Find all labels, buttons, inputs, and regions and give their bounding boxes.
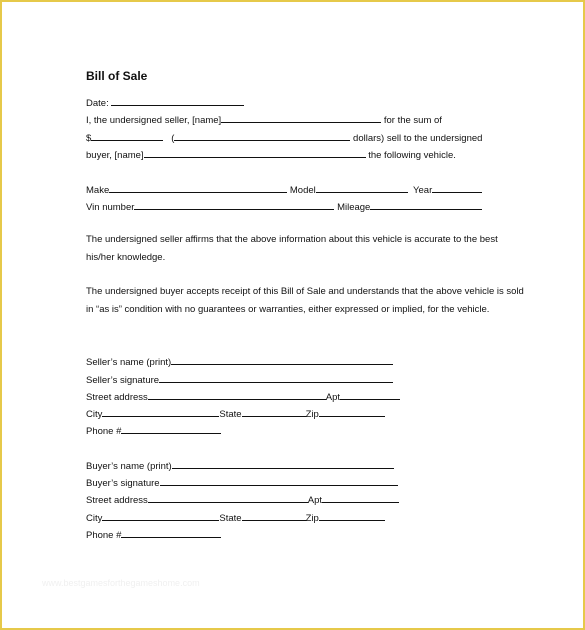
buyer-zip-label: Zip	[305, 513, 319, 524]
mileage-label: Mileage	[337, 202, 371, 213]
following-vehicle-text: the following vehicle.	[368, 150, 456, 161]
vin-field[interactable]	[134, 200, 334, 210]
amount-row	[86, 131, 482, 145]
buyer-city-label: City	[86, 513, 103, 524]
document-title: Bill of Sale	[86, 69, 148, 83]
buyer-acceptance-paragraph: The undersigned buyer accepts receipt of this Bill of Sale and understands that the above vehicle is sold in “as is” condition with no guarantees or warranties, either expressed or implied, for the vehicle.	[86, 286, 524, 315]
year-field[interactable]	[432, 183, 482, 193]
open-paren: (	[171, 133, 175, 144]
seller-signature-row	[86, 373, 393, 387]
buyer-signature-row	[86, 476, 398, 490]
sum-of-text: for the sum of	[383, 115, 442, 126]
buyer-print-name-label: Buyer’s name (print)	[86, 461, 172, 472]
seller-city-field[interactable]	[102, 407, 219, 417]
buyer-apt-label: Apt	[307, 495, 323, 506]
buyer-zip-field[interactable]	[319, 511, 385, 521]
buyer-street-field[interactable]	[148, 493, 308, 503]
seller-city-row	[86, 407, 385, 421]
seller-affirmation-paragraph: The undersigned seller affirms that the above information about this vehicle is accurate to the best his/her knowledge.	[86, 234, 498, 263]
seller-apt-label: Apt	[325, 392, 341, 403]
seller-street-label: Street address	[86, 392, 148, 403]
watermark-text: www.bestgamesforthegameshome.com	[42, 578, 200, 588]
buyer-phone-label: Phone #	[86, 530, 122, 541]
buyer-print-name-field[interactable]	[172, 459, 394, 469]
seller-phone-row	[86, 424, 221, 438]
date-label: Date:	[86, 98, 109, 109]
seller-phone-label: Phone #	[86, 426, 122, 437]
seller-state-field[interactable]	[242, 407, 306, 417]
seller-print-name-label: Seller’s name (print)	[86, 357, 172, 368]
seller-street-row	[86, 390, 400, 404]
buyer-sentence-row	[86, 148, 456, 162]
vehicle-vin-row	[86, 200, 482, 214]
seller-sentence-row	[86, 113, 442, 127]
buyer-street-label: Street address	[86, 495, 148, 506]
seller-name-row	[86, 355, 393, 369]
buyer-state-label: State	[219, 513, 242, 524]
buyer-name-row	[86, 459, 394, 473]
buyer-street-row	[86, 493, 399, 507]
buyer-apt-field[interactable]	[322, 493, 399, 503]
make-label: Make	[86, 185, 110, 196]
seller-zip-label: Zip	[305, 409, 319, 420]
vehicle-make-row	[86, 183, 482, 197]
seller-signature-label: Seller’s signature	[86, 375, 160, 386]
amount-number-field[interactable]	[91, 131, 163, 141]
mileage-field[interactable]	[370, 200, 482, 210]
buyer-signature-label: Buyer’s signature	[86, 478, 160, 489]
buyer-state-field[interactable]	[242, 511, 306, 521]
amount-words-field[interactable]	[174, 131, 350, 141]
seller-name-prefix: I, the undersigned seller, [name]	[86, 115, 222, 126]
seller-street-field[interactable]	[148, 390, 326, 400]
seller-state-label: State	[219, 409, 242, 420]
buyer-signature-field[interactable]	[160, 476, 398, 486]
date-row	[86, 96, 244, 110]
seller-city-label: City	[86, 409, 103, 420]
vin-label: Vin number	[86, 202, 135, 213]
buyer-name-prefix: buyer, [name]	[86, 150, 144, 161]
buyer-city-row	[86, 511, 385, 525]
seller-phone-field[interactable]	[121, 424, 221, 434]
buyer-phone-field[interactable]	[121, 528, 221, 538]
date-field[interactable]	[111, 96, 244, 106]
model-label: Model	[289, 185, 316, 196]
seller-name-field[interactable]	[221, 113, 381, 123]
seller-print-name-field[interactable]	[171, 355, 393, 365]
buyer-city-field[interactable]	[102, 511, 219, 521]
seller-zip-field[interactable]	[319, 407, 385, 417]
year-label: Year	[413, 185, 433, 196]
dollars-text: dollars) sell to the undersigned	[353, 133, 483, 144]
make-field[interactable]	[109, 183, 287, 193]
model-field[interactable]	[316, 183, 408, 193]
buyer-name-field[interactable]	[144, 148, 366, 158]
seller-apt-field[interactable]	[340, 390, 400, 400]
buyer-phone-row	[86, 528, 221, 542]
seller-signature-field[interactable]	[159, 373, 393, 383]
dollar-sign: $	[86, 133, 92, 144]
